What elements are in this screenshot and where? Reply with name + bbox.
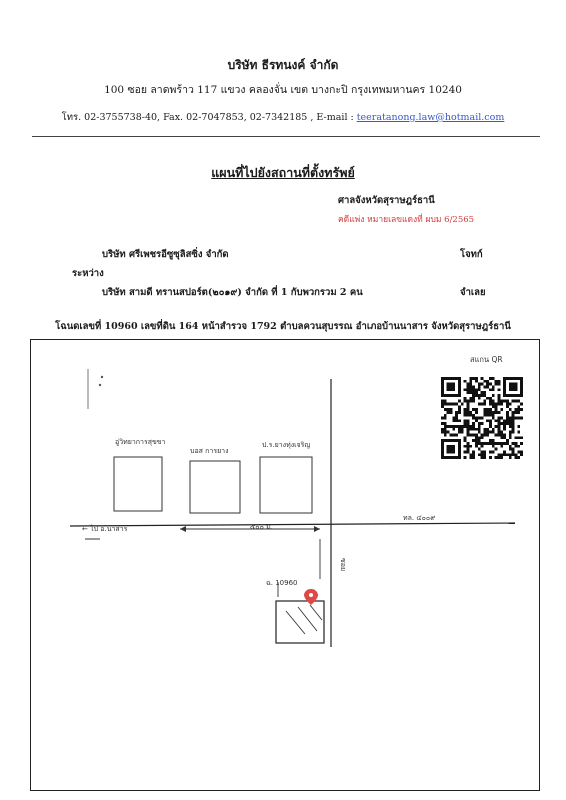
distance-arrow-head-right <box>314 526 320 532</box>
between-label: ระหว่าง <box>72 268 104 279</box>
defendant-role: จำเลย <box>460 287 486 298</box>
company-contact <box>0 110 566 125</box>
location-pin-icon <box>304 589 318 605</box>
qr-code-icon[interactable] <box>441 377 523 459</box>
case-number: คดีแพ่ง หมายเลขแดงที่ ผบม 6/2565 <box>338 215 475 225</box>
qr-label: สแกน QR <box>470 355 503 364</box>
map-mark <box>99 384 101 386</box>
label-building-3: ป.ร.ยางทุ่งเจริญ <box>262 441 311 449</box>
email-link[interactable]: teeratanong.law@hotmail.com <box>356 112 505 123</box>
court-name: ศาลจังหวัดสุราษฎร์ธานี <box>338 195 435 206</box>
plaintiff-role: โจทก์ <box>460 249 483 260</box>
label-main-road: ทล. ๔๐๐๙ <box>403 514 436 522</box>
main-road <box>70 523 515 526</box>
label-distance: ๕๐๐ ม. <box>250 523 273 531</box>
label-building-1: อู่วิทยาการสุขขา <box>115 438 166 446</box>
title-deed-line: โฉนดเลขที่ 10960 เลขที่ดิน 164 หน้าสำรวจ 1792 ตำบลควนสุบรรณ อำเภอบ้านนาสาร จังหวัดสุราษฎร์ธานี <box>55 321 511 332</box>
building-2 <box>190 461 240 513</box>
map-mark <box>101 376 103 378</box>
plot-parcel <box>276 601 324 643</box>
contact-phone-fax: โทร. 02-3755738-40, Fax. 02-7047853, 02-7342185 , E-mail : <box>61 112 357 123</box>
plot-hatch <box>310 605 322 620</box>
plaintiff-name: บริษัท ศรีเพชรอีซูซุลิสซิ่ง จำกัด <box>102 249 229 260</box>
distance-arrow-head-left <box>180 526 186 532</box>
defendant-name: บริษัท สามดี ทรานสปอร์ต(๒๐๑๙) จำกัด ที่ 1 กับพวกรวม 2 คน <box>102 287 363 298</box>
building-3 <box>260 457 312 513</box>
company-name: บริษัท ธีรทนงค์ จำกัด <box>227 58 339 72</box>
label-left-direction: ← ไป อ.นาสาร <box>82 525 128 533</box>
label-building-2: บอส การยาง <box>190 447 229 455</box>
building-1 <box>114 457 162 511</box>
plot-hatch <box>286 611 305 634</box>
header-divider <box>32 136 540 137</box>
document-title: แผนที่ไปยังสถานที่ตั้งทรัพย์ <box>211 165 355 180</box>
label-plot: ฉ. 10960 <box>266 579 298 587</box>
company-address: 100 ซอย ลาดพร้าว 117 แขวง คลองจั่น เขต บางกะปิ กรุงเทพมหานคร 10240 <box>104 84 462 96</box>
label-side-road: ซอย <box>339 558 347 572</box>
